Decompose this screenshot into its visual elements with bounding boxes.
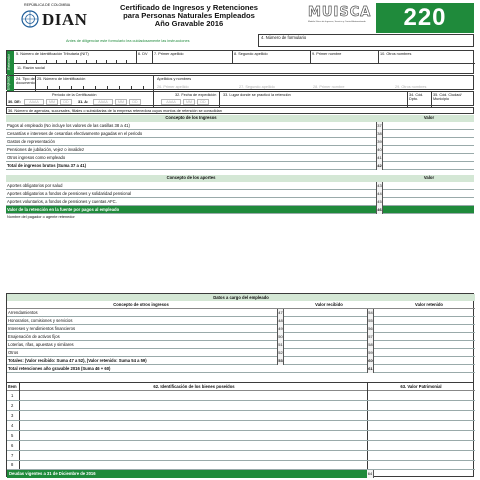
lugar-retencion-label: 33. Lugar donde se practicó la retención [223,93,291,97]
total-ingresos-row[interactable]: Total de ingresos brutos (Suma 37 a 41) 42 [6,162,474,170]
pagador-label: Nombre del pagador o agente retenedor [7,215,75,219]
ingresos-row[interactable]: Cesantías e intereses de cesantías efectivamente pagadas en el periodo 38 [6,130,474,138]
agencias-row [6,107,474,114]
cargo-row[interactable]: Loterías, rifas, apuestas y similares 51 58 [7,341,475,349]
bienes-table [6,382,474,477]
muisca-subtitle: Modelo Único de Ingresos, Servicio y Control Automatizado [308,20,366,23]
ingresos-row[interactable]: Pensiones de jubilación, vejez o invalidez 40 [6,146,474,154]
bien-row[interactable]: 7 [7,451,475,461]
header [6,3,474,47]
ingresos-table [6,115,474,171]
bien-row[interactable]: 3 [7,411,475,421]
aportes-row[interactable]: Aportes obligatorios por salud 43 [6,182,474,190]
cargo-totales-row[interactable]: Totales: (Valor recibido: Suma 47 a 52), (Valor retenido: Suma 54 a 59) 53 60 [7,357,475,365]
bien-row[interactable]: 2 [7,401,475,411]
periodo-label: Período de la Certificación [52,93,97,97]
retenedor-section [6,50,474,74]
aportes-table [6,175,474,223]
total-retenciones-row[interactable]: Total retenciones año gravable 2016 (Suma 46 + 60) 61 [7,365,475,373]
bien-row[interactable]: 6 [7,441,475,451]
retencion-row[interactable]: Valor de la retención en la fuente por pagos al empleado 46 [6,206,474,214]
exp-aaaa-input[interactable]: AAAA [161,99,181,105]
nit-label: 5. Número de Identificación Tributaria (NIT) [16,52,89,56]
bien-row[interactable]: 5 [7,431,475,441]
dian-emblem-icon [20,9,40,29]
title-line-1: Certificado de Ingresos y Retenciones [120,3,258,12]
title-line-2: para Personas Naturales Empleados [123,10,255,20]
emp-segundo-apellido-label: 27. Segundo apellido [239,85,275,89]
exp-mm-input[interactable]: MM [183,99,195,105]
dv-label: 6. DV [138,52,148,56]
datos-cargo-table [6,293,474,391]
empleado-section [6,75,474,90]
exp-dd-input[interactable]: DD [197,99,209,105]
segundo-apellido-label: 8. Segundo apellido [234,52,268,56]
deudas-number: 64 [367,471,373,476]
razon-social-label: 11. Razón social [17,66,45,70]
cod-ciudad-label: 35. Cód. Ciudad/ Municipio [433,93,462,102]
datos-cargo-title: Datos a cargo del empleado [7,294,475,301]
emp-primer-apellido-label: 26. Primer apellido [157,85,189,89]
aportes-row[interactable]: Aportes obligatorios a fondos de pensiones y solidaridad pensional 44 [6,190,474,198]
ingresos-header: Concepto de los Ingresos Valor [6,115,474,122]
emp-otros-nombres-label: 29. Otros nombres [395,85,427,89]
muisca-logo [308,6,370,30]
cargo-row[interactable]: Intereses y rendimientos financieros 49 56 [7,325,475,333]
cargo-col-headers: Concepto de otros ingresos Valor recibido Valor retenido [7,301,475,309]
aportes-row[interactable]: Aportes voluntarios, a fondos de pensiones y cuentas AFC. 45 [6,198,474,206]
deudas-row[interactable]: Deudas vigentes a 31 de Diciembre de 2016 [7,470,367,478]
de-dd-input[interactable]: DD [60,99,72,105]
title-line-3: Año Gravable 2016 [154,18,224,28]
de-mm-input[interactable]: MM [46,99,58,105]
cargo-row[interactable]: Arrendamientos 47 54 [7,309,475,317]
form-number-field[interactable] [258,34,474,47]
cargo-row[interactable]: Enajenación de activos fijos 50 57 [7,333,475,341]
pagador-row[interactable] [6,214,474,223]
bien-row[interactable]: 4 [7,421,475,431]
certificate-form [6,3,474,477]
muisca-wordmark: MUISCA [308,5,372,20]
tipo-documento-label: 24. Tipo de documento [16,77,35,86]
apellidos-nombres-label: Apellidos y nombres [157,77,192,81]
bienes-header: Item 62. Identificación de los bienes poseídos 63. Valor Patrimonial [7,383,475,391]
instructions-text: Antes de diligenciar este formulario lea cuidadosamente las instrucciones [66,39,190,43]
dian-logo [20,9,88,29]
agencias-label: 36. Número de agencias, sucursales, filiales o subsidiarias de la empresa retenedora cuyos montos de retención se consolidan [8,109,222,113]
emp-primer-nombre-label: 28. Primer nombre [313,85,345,89]
ingresos-row[interactable]: Pagos al empleado (No incluye los valores de las casillas 38 a 41) 37 [6,122,474,130]
ingresos-row[interactable]: Gastos de representación 39 [6,138,474,146]
otros-nombres-label: 10. Otros nombres [380,52,412,56]
form-number-field-label: 4. Número de formulario [261,35,307,40]
cod-dpto-label: 34. Cód. Dpto. [409,93,424,102]
a-aaaa-input[interactable]: AAAA [93,99,113,105]
a-dd-input[interactable]: DD [129,99,141,105]
aportes-header: Concepto de los aportes Valor [6,175,474,182]
empleado-side-label: Empleado [7,76,14,91]
numero-identificacion-label: 25. Número de Identificación [37,77,86,81]
retenedor-side-label: Retenedor [7,51,14,75]
dian-wordmark: DIAN [42,10,88,29]
cargo-row[interactable]: Honorarios, comisiones y servicios 48 55 [7,317,475,325]
a-label: 31. A: [78,100,89,104]
bien-row[interactable]: 8 [7,461,475,470]
form-number-box: 220 [376,3,474,33]
a-mm-input[interactable]: MM [115,99,127,105]
de-aaaa-input[interactable]: AAAA [24,99,44,105]
form-title [114,4,264,28]
republica-label: REPÚBLICA DE COLOMBIA [24,3,71,7]
primer-apellido-label: 7. Primer apellido [154,52,184,56]
fecha-expedicion-label: 32. Fecha de expedición [175,93,217,97]
de-label: 30. DE: [8,100,21,104]
bien-row[interactable]: 1 [7,391,475,401]
cargo-row[interactable]: Otros 52 59 [7,349,475,357]
ingresos-row[interactable]: Otros ingresos como empleado 41 [6,154,474,162]
period-section [6,91,474,106]
primer-nombre-label: 9. Primer nombre [312,52,342,56]
